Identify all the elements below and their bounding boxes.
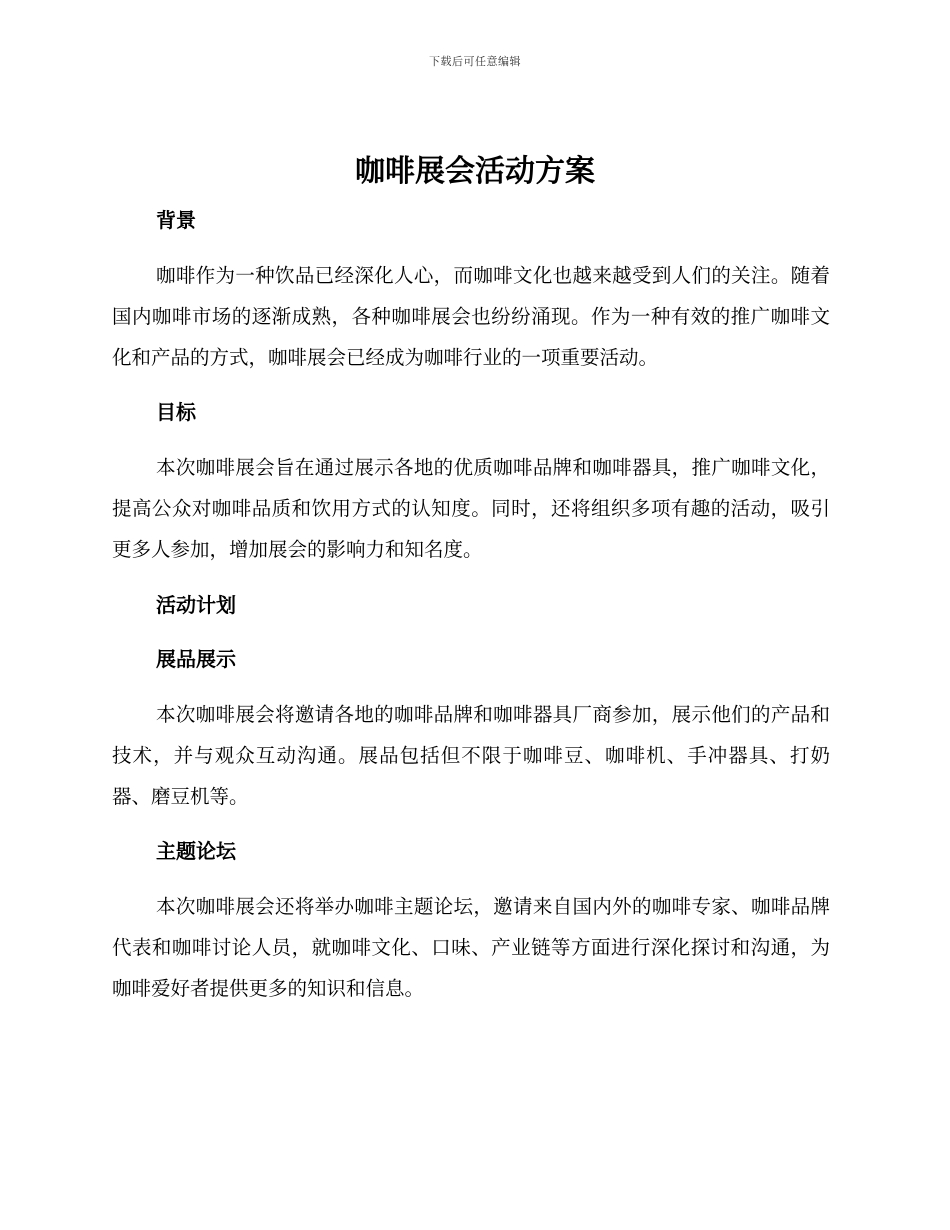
paragraph-background: 咖啡作为一种饮品已经深化人心，而咖啡文化也越来越受到人们的关注。随着国内咖啡市场的逐渐成熟，各种咖啡展会也纷纷涌现。作为一种有效的推广咖啡文化和产品的方式，咖啡展会已经成为咖啡行业的一项重要活动。 xyxy=(112,264,830,369)
document-body xyxy=(112,200,830,1009)
paragraph-exhibit: 本次咖啡展会将邀请各地的咖啡品牌和咖啡器具厂商参加，展示他们的产品和技术，并与观众互动沟通。展品包括但不限于咖啡豆、咖啡机、手冲器具、打奶器、磨豆机等。 xyxy=(112,703,830,808)
paragraph-goal: 本次咖啡展会旨在通过展示各地的优质咖啡品牌和咖啡器具，推广咖啡文化，提高公众对咖啡品质和饮用方式的认知度。同时，还将组织多项有趣的活动，吸引更多人参加，增加展会的影响力和知名度。 xyxy=(112,456,830,561)
section-heading-forum: 主题论坛 xyxy=(156,839,236,863)
document-title: 咖啡展会活动方案 xyxy=(355,154,595,189)
section-heading-background: 背景 xyxy=(156,208,196,232)
section-heading-exhibit: 展品展示 xyxy=(156,647,236,671)
paragraph-forum: 本次咖啡展会还将举办咖啡主题论坛，邀请来自国内外的咖啡专家、咖啡品牌代表和咖啡讨论人员，就咖啡文化、口味、产业链等方面进行深化探讨和沟通，为咖啡爱好者提供更多的知识和信息。 xyxy=(112,895,830,1000)
header-note: 下载后可任意编辑 xyxy=(429,55,521,68)
section-heading-activity-plan: 活动计划 xyxy=(156,593,236,617)
section-heading-goal: 目标 xyxy=(156,400,196,424)
